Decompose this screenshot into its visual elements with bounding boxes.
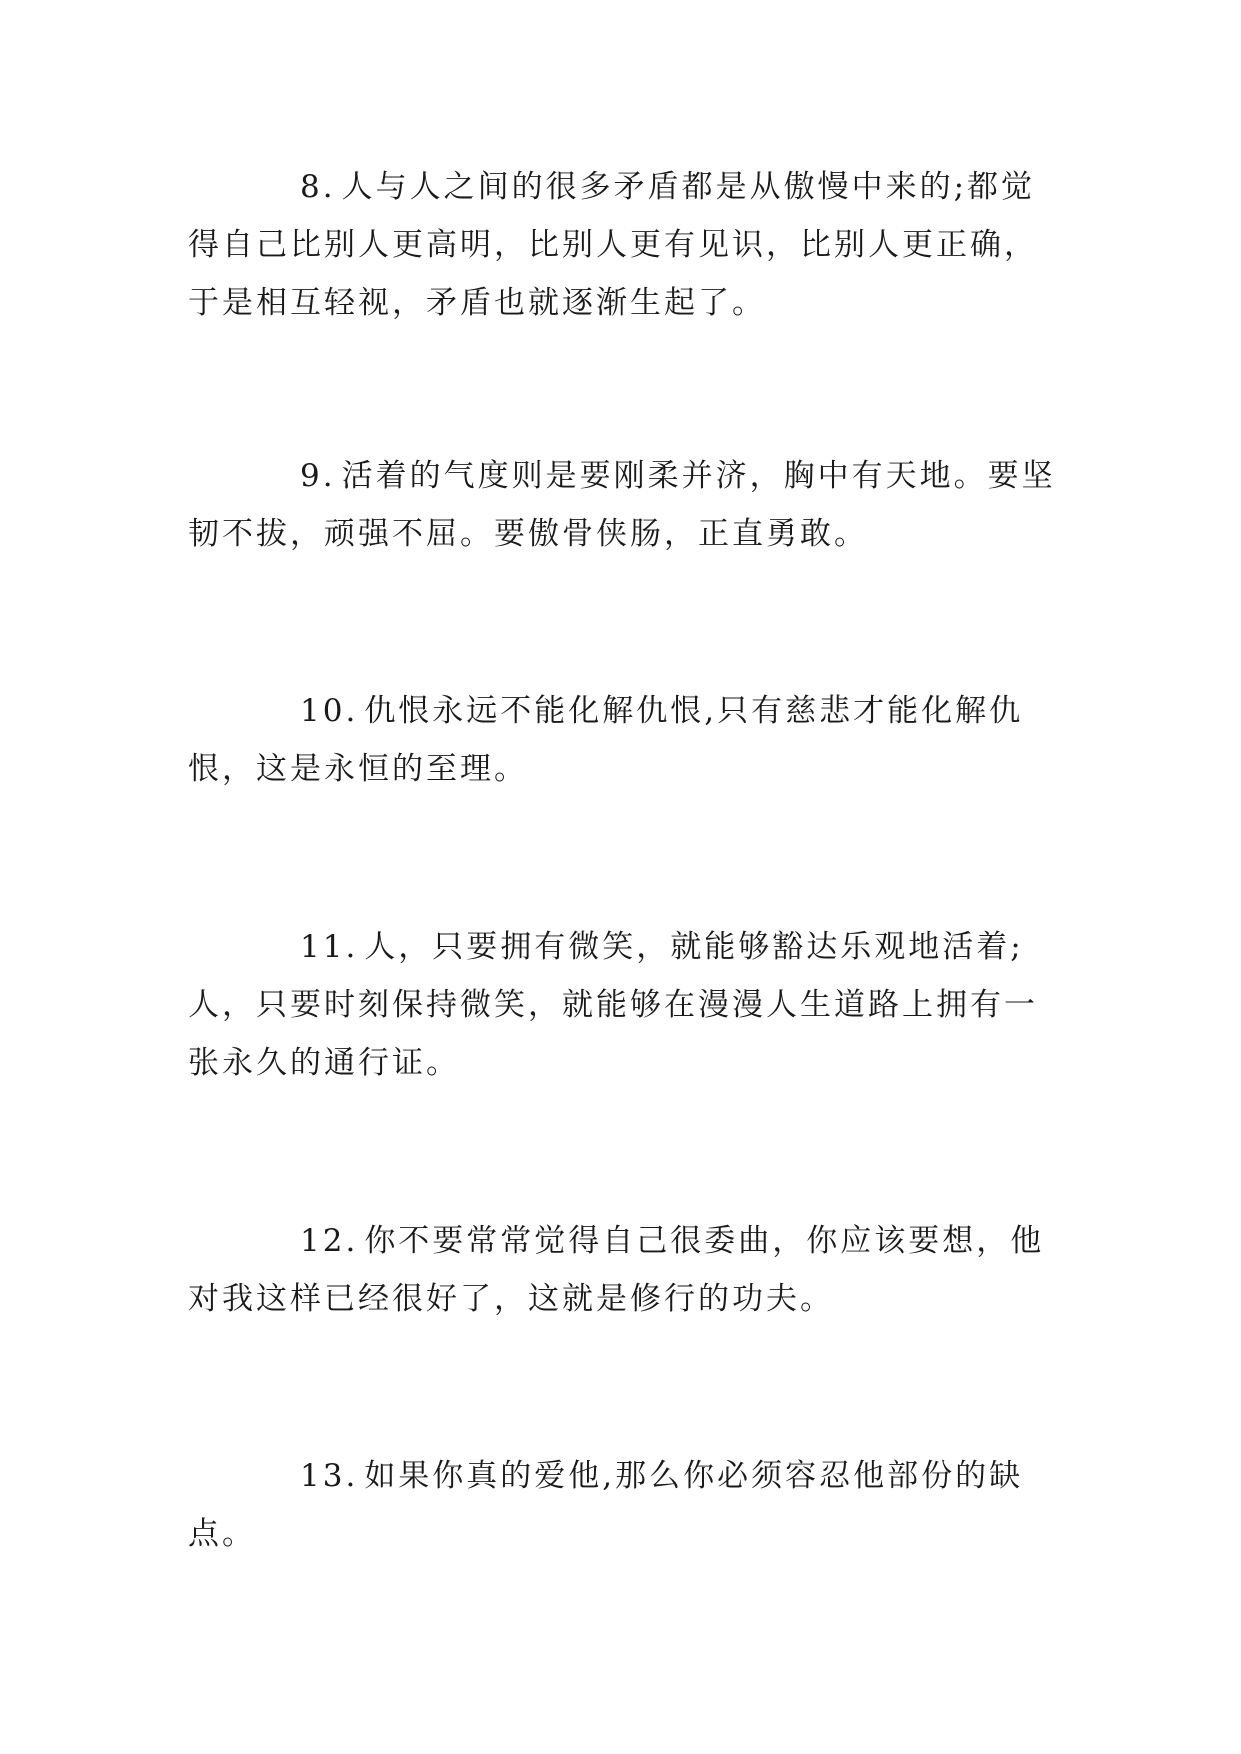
paragraph-text: 你不要常常觉得自己很委曲，你应该要想，他对我这样已经很好了，这就是修行的功夫。	[188, 1223, 1045, 1317]
paragraph-number: 11.	[300, 929, 359, 965]
paragraph-text: 活着的气度则是要刚柔并济，胸中有天地。要坚韧不拔，顽强不屈。要傲骨侠肠，正直勇敢。	[188, 458, 1056, 552]
paragraph-text: 仇恨永远不能化解仇恨,只有慈悲才能化解仇恨，这是永恒的至理。	[188, 693, 1024, 787]
paragraph-text: 人与人之间的很多矛盾都是从傲慢中来的;都觉得自己比别人更高明，比别人更有见识，比别人更正确，于是相互轻视，矛盾也就逐渐生起了。	[188, 169, 1038, 321]
paragraph-text: 人，只要拥有微笑，就能够豁达乐观地活着;人，只要时刻保持微笑，就能够在漫漫人生道路上拥有一张永久的通行证。	[188, 929, 1038, 1081]
paragraph-11	[188, 918, 1068, 1092]
paragraph-9	[188, 447, 1068, 563]
paragraph-13	[188, 1447, 1068, 1563]
paragraph-text: 如果你真的爱他,那么你必须容忍他部份的缺点。	[188, 1458, 1024, 1552]
paragraph-12	[188, 1212, 1068, 1328]
paragraph-number: 9.	[300, 458, 336, 494]
paragraph-number: 12.	[300, 1223, 359, 1259]
paragraph-8	[188, 158, 1068, 332]
paragraph-number: 10.	[300, 693, 359, 729]
paragraph-number: 8.	[300, 169, 336, 205]
paragraph-10	[188, 682, 1068, 798]
paragraph-number: 13.	[300, 1458, 359, 1494]
